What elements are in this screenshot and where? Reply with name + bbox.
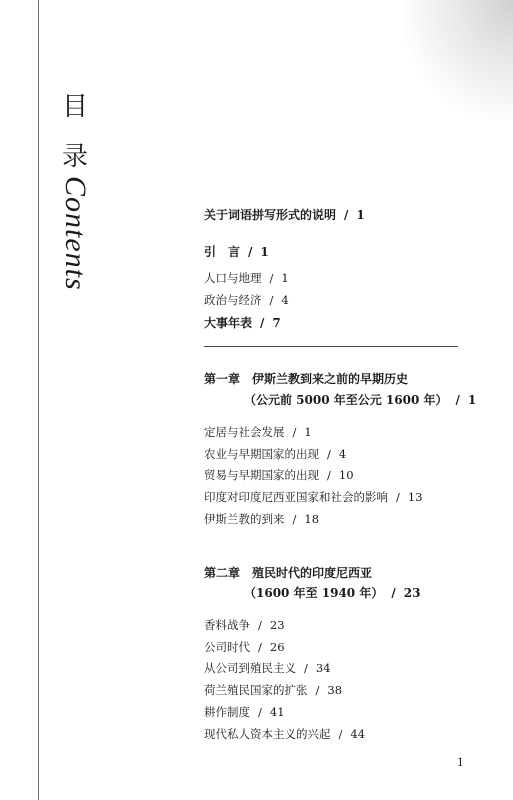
toc-entry-ch2-2[interactable]: 公司时代 / 26	[204, 640, 285, 654]
toc-entry-politics-economy[interactable]: 政治与经济 / 4	[204, 293, 289, 307]
heading-lu: 录	[62, 142, 89, 172]
toc-entry-chronology[interactable]: 大事年表 / 7	[204, 316, 281, 330]
toc-entry-ch1-4[interactable]: 印度对印度尼西亚国家和社会的影响 / 13	[204, 490, 423, 504]
section-divider	[204, 346, 458, 347]
toc-entry-ch1-1[interactable]: 定居与社会发展 / 1	[204, 425, 312, 439]
toc-entry-ch2-6[interactable]: 现代私人资本主义的兴起 / 44	[204, 727, 366, 741]
toc-chapter-2-subtitle[interactable]: （1600 年至 1940 年） / 23	[244, 586, 421, 600]
toc-chapter-1-title[interactable]: 第一章 伊斯兰教到来之前的早期历史	[204, 372, 409, 386]
toc-entry-ch2-5[interactable]: 耕作制度 / 41	[204, 705, 285, 719]
toc-entry-ch2-4[interactable]: 荷兰殖民国家的扩张 / 38	[204, 683, 343, 697]
toc-entry-spelling-note[interactable]: 关于词语拼写形式的说明 / 1	[204, 208, 365, 222]
toc-entry-ch2-1[interactable]: 香料战争 / 23	[204, 618, 285, 632]
margin-rule	[38, 0, 39, 800]
page-number: 1	[457, 754, 464, 769]
heading-contents: Contents	[59, 176, 92, 291]
toc-entry-introduction[interactable]: 引 言 / 1	[204, 245, 269, 259]
toc-entry-population-geography[interactable]: 人口与地理 / 1	[204, 271, 289, 285]
heading-mu: 目	[62, 92, 89, 122]
toc-chapter-1-subtitle[interactable]: （公元前 5000 年至公元 1600 年） / 1	[244, 393, 477, 407]
page-corner-shadow	[403, 0, 513, 120]
toc-chapter-2-title[interactable]: 第二章 殖民时代的印度尼西亚	[204, 566, 373, 580]
toc-entry-ch1-3[interactable]: 贸易与早期国家的出现 / 10	[204, 468, 354, 482]
toc-entry-ch1-2[interactable]: 农业与早期国家的出现 / 4	[204, 447, 347, 461]
toc-entry-ch2-3[interactable]: 从公司到殖民主义 / 34	[204, 661, 331, 675]
toc-entry-ch1-5[interactable]: 伊斯兰教的到来 / 18	[204, 512, 320, 526]
